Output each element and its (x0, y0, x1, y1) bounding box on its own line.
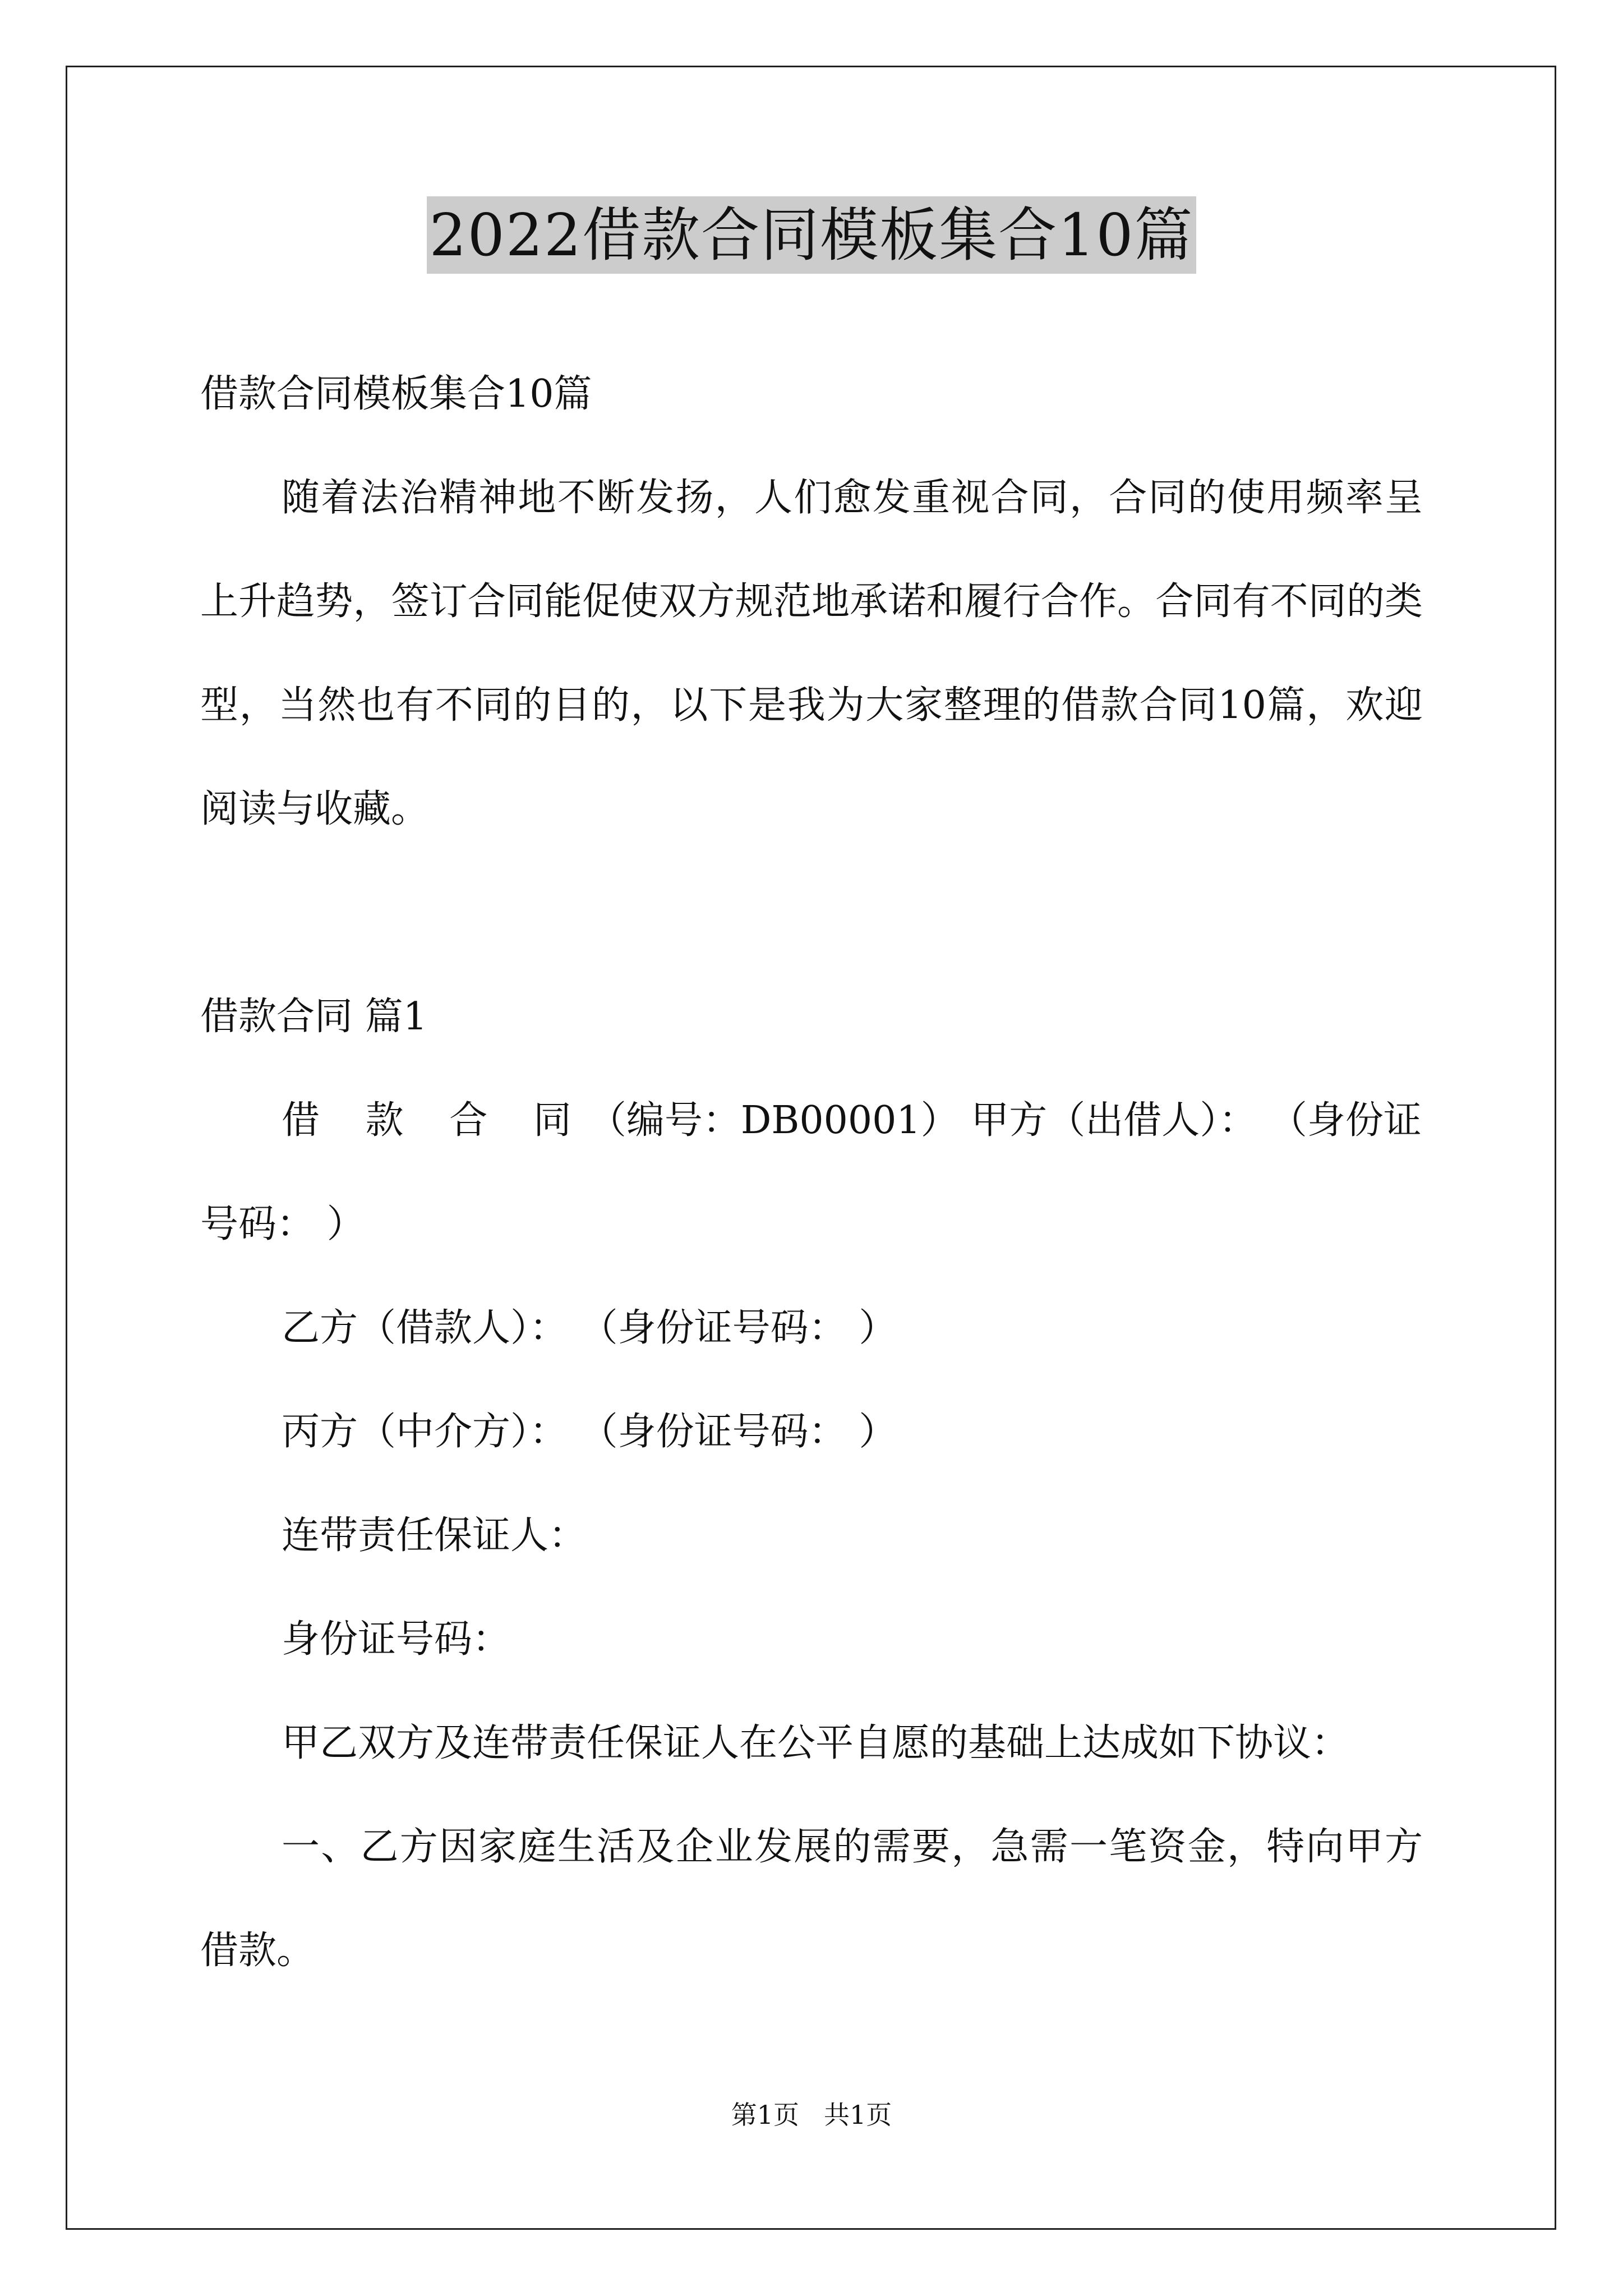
contract-header-paragraph (200, 1069, 1423, 1276)
party-b-line: 乙方（借款人）： （身份证号码： ） (282, 1306, 897, 1350)
document-subtitle: 借款合同模板集合10篇 (200, 372, 592, 416)
document-body (200, 342, 1423, 2003)
clause-1: 一、乙方因家庭生活及企业发展的需要，急需一笔资金，特向甲方借款。 (200, 1825, 1423, 1973)
guarantor-line: 连带责任保证人： (282, 1513, 587, 1558)
page-total: 共1页 (824, 2100, 892, 2130)
id-number-line: 身份证号码： (282, 1617, 511, 1662)
page-number: 第1页 (731, 2100, 799, 2130)
section-heading: 借款合同 篇1 (200, 995, 427, 1039)
agreement-line: 甲乙双方及连带责任保证人在公平自愿的基础上达成如下协议： (282, 1721, 1350, 1765)
document-title: 2022借款合同模板集合10篇 (427, 196, 1196, 274)
contract-number-and-party-a: （编号：DB00001） 甲方（出借人）： （身份证号码： ） (200, 1098, 1422, 1246)
title-container (0, 196, 1623, 274)
intro-paragraph: 随着法治精神地不断发扬，人们愈发重视合同，合同的使用频率呈上升趋势，签订合同能促使双方规范地承诺和履行合作。合同有不同的类型，当然也有不同的目的，以下是我为大家整理的借款合同10篇，欢迎阅读与收藏。 (200, 476, 1423, 831)
contract-title: 借 款 合 同 (282, 1098, 588, 1143)
party-c-line: 丙方（中介方）： （身份证号码： ） (282, 1410, 897, 1454)
page-footer (0, 2098, 1623, 2132)
